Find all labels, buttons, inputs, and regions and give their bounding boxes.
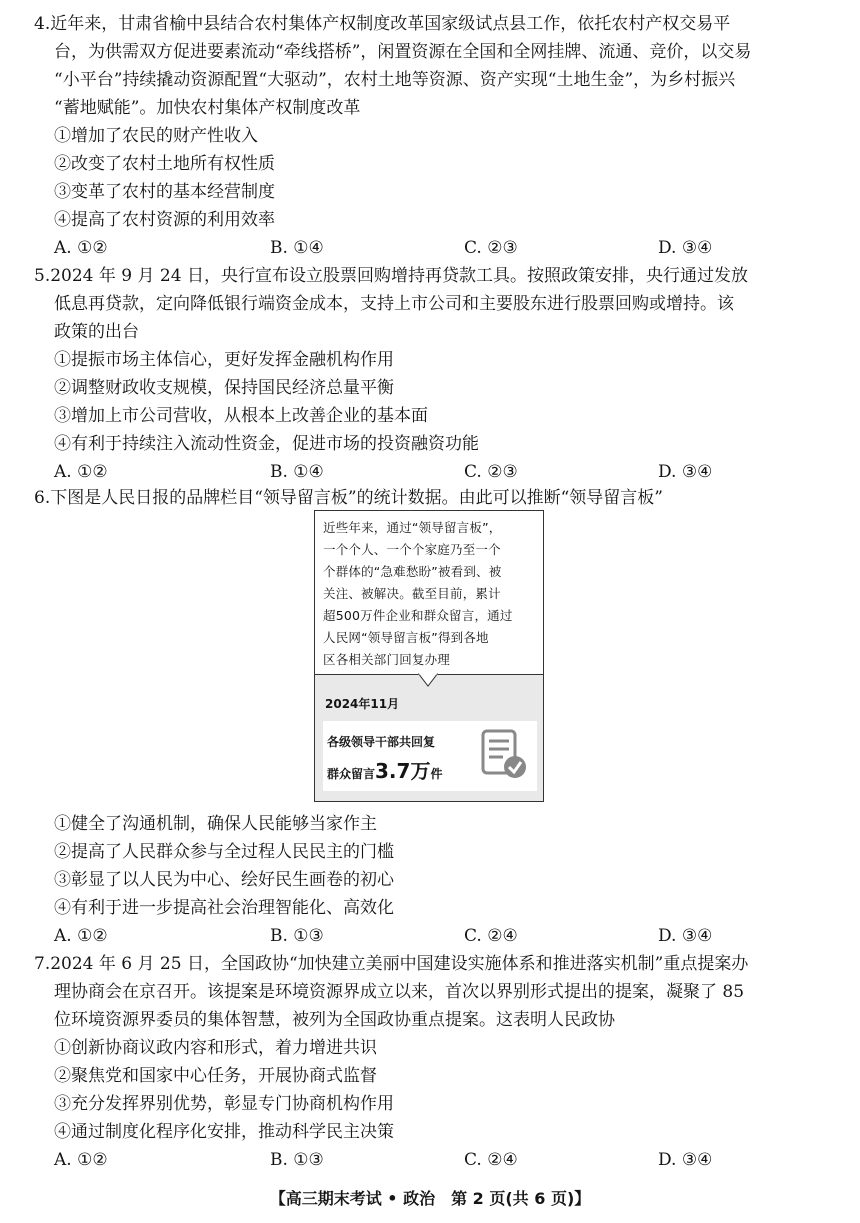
answer-choices	[34, 458, 834, 486]
choice-b[interactable]: B. ①③	[270, 1150, 324, 1170]
choice-a[interactable]: A. ①②	[54, 238, 108, 258]
stem-line: 4.近年来，甘肃省榆中县结合农村集体产权制度改革国家级试点县工作，依托农村产权交易平	[34, 14, 731, 34]
question-4-stem	[34, 10, 834, 122]
answer-choices	[34, 1146, 834, 1174]
choice-c[interactable]: C. ②③	[464, 238, 518, 258]
answer-choices	[34, 234, 834, 262]
figure-text-line: 区各相关部门回复办理	[323, 652, 451, 667]
choice-d[interactable]: D. ③④	[658, 238, 713, 258]
choice-c[interactable]: C. ②④	[464, 926, 518, 946]
choice-d[interactable]: D. ③④	[658, 1150, 713, 1170]
stem-line: 位环境资源界委员的集体智慧，被列为全国政协重点提案。这表明人民政协	[54, 1010, 615, 1030]
question-5-stem	[34, 262, 834, 346]
stem-line: 6.下图是人民日报的品牌栏目“领导留言板”的统计数据。由此可以推断“领导留言板”	[34, 488, 663, 508]
stem-line: “蓄地赋能”。加快农村集体产权制度改革	[54, 98, 361, 118]
stat-value: 3.7万	[375, 759, 431, 783]
choice-a[interactable]: A. ①②	[54, 462, 108, 482]
figure-text	[323, 517, 537, 671]
stem-line: 理协商会在京召开。该提案是环境资源界成立以来，首次以界别形式提出的提案，凝聚了 85	[54, 982, 745, 1002]
option-4: ④有利于持续注入流动性资金，促进市场的投资融资功能	[54, 434, 479, 454]
option-4: ④提高了农村资源的利用效率	[54, 210, 275, 230]
question-7	[34, 950, 834, 1174]
answer-choices	[34, 922, 834, 950]
option-1: ①创新协商议政内容和形式，着力增进共识	[54, 1038, 377, 1058]
option-1: ①增加了农民的财产性收入	[54, 126, 258, 146]
question-6-options	[34, 810, 834, 950]
option-3: ③变革了农村的基本经营制度	[54, 182, 275, 202]
choice-b[interactable]: B. ①③	[270, 926, 324, 946]
stat-label: 各级领导干部共回复	[327, 735, 436, 749]
stem-line: “小平台”持续撬动资源配置“大驱动”，农村土地等资源、资产实现“土地生金”，为乡村振兴	[54, 70, 736, 90]
stem-line: 5.2024 年 9 月 24 日，央行宣布设立股票回购增持再贷款工具。按照政策安排，央行通过发放	[34, 266, 748, 286]
figure-text-line: 关注、被解决。截至目前，累计	[323, 586, 501, 601]
question-7-stem	[34, 950, 834, 1034]
stat-prefix: 群众留言	[327, 767, 376, 781]
choice-a[interactable]: A. ①②	[54, 926, 108, 946]
option-3: ③增加上市公司营收，从根本上改善企业的基本面	[54, 406, 428, 426]
choice-d[interactable]: D. ③④	[658, 462, 713, 482]
choice-b[interactable]: B. ①④	[270, 238, 324, 258]
figure-text-line: 一个个人、一个个家庭乃至一个	[323, 542, 501, 557]
figure-stat-card	[323, 721, 537, 791]
figure-text-line: 个群体的“急难愁盼”被看到、被	[323, 564, 502, 579]
page-footer: 【高三期末考试 • 政治 第 2 页(共 6 页)】	[269, 1189, 591, 1208]
choice-c[interactable]: C. ②④	[464, 1150, 518, 1170]
choice-a[interactable]: A. ①②	[54, 1150, 108, 1170]
figure-text-line: 超500万件企业和群众留言，通过	[323, 608, 513, 623]
question-6	[34, 484, 834, 512]
choice-b[interactable]: B. ①④	[270, 462, 324, 482]
choice-d[interactable]: D. ③④	[658, 926, 713, 946]
stat-value-line	[327, 755, 442, 784]
stem-line: 低息再贷款，定向降低银行端资金成本，支持上市公司和主要股东进行股票回购或增持。该	[54, 294, 734, 314]
option-2: ②调整财政收支规模，保持国民经济总量平衡	[54, 378, 394, 398]
document-check-icon	[475, 727, 533, 785]
option-4: ④通过制度化程序化安排，推动科学民主决策	[54, 1122, 394, 1142]
stem-line: 政策的出台	[54, 322, 139, 342]
figure-text-line: 近些年来，通过“领导留言板”，	[323, 520, 502, 535]
question-4	[34, 10, 834, 262]
figure-date: 2024年11月	[325, 697, 400, 711]
leader-message-board-figure	[314, 510, 544, 802]
option-2: ②提高了人民群众参与全过程人民民主的门槛	[54, 842, 394, 862]
option-1: ①提振市场主体信心，更好发挥金融机构作用	[54, 350, 394, 370]
figure-text-line: 人民网“领导留言板”得到各地	[323, 630, 489, 645]
option-2: ②聚焦党和国家中心任务，开展协商式监督	[54, 1066, 377, 1086]
speech-pointer-icon	[418, 673, 438, 687]
option-2: ②改变了农村土地所有权性质	[54, 154, 275, 174]
stat-unit: 件	[430, 767, 443, 781]
option-1: ①健全了沟通机制，确保人民能够当家作主	[54, 814, 377, 834]
stem-line: 台，为供需双方促进要素流动“牵线搭桥”，闲置资源在全国和全网挂牌、流通、竞价，以交易	[54, 42, 752, 62]
question-5	[34, 262, 834, 486]
choice-c[interactable]: C. ②③	[464, 462, 518, 482]
option-4: ④有利于进一步提高社会治理智能化、高效化	[54, 898, 394, 918]
option-3: ③充分发挥界别优势，彰显专门协商机构作用	[54, 1094, 394, 1114]
stem-line: 7.2024 年 6 月 25 日，全国政协“加快建立美丽中国建设实施体系和推进落实机制”重点提案办	[34, 954, 749, 974]
option-3: ③彰显了以人民为中心、绘好民生画卷的初心	[54, 870, 394, 890]
